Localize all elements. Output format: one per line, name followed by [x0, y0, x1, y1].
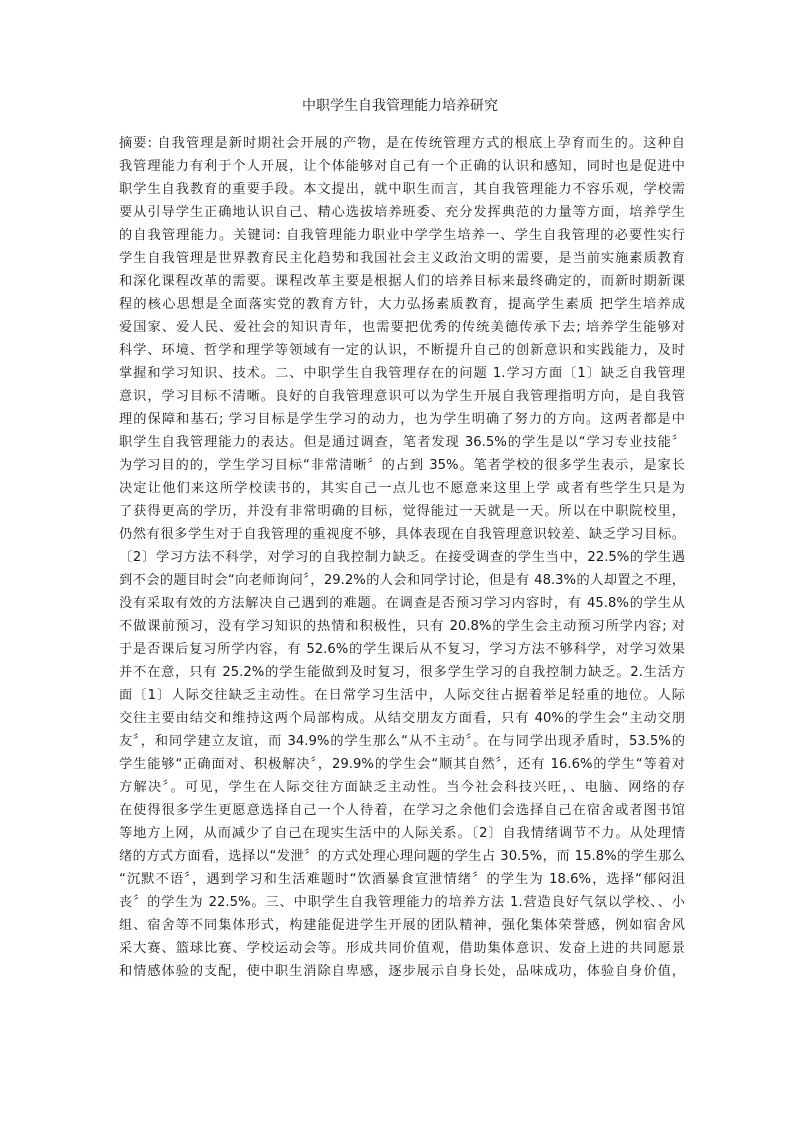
body-line: 丧〞的学生为 22.5%。三、中职学生自我管理能力的培养方法 1.营造良好气氛以学校、、小	[119, 895, 685, 910]
body-line: 没有采取有效的方法解决自己遇到的难题。在调查是否预习学习内容时，有 45.8%的学生从	[119, 596, 685, 611]
document-body	[119, 132, 685, 983]
body-line: 意识，学习目标不清晰。良好的自我管理意识可以为学生开展自我管理指明方向，是自我管	[119, 389, 685, 404]
body-line: 为学习目的的，学生学习目标“非常清晰〞的占到 35%。笔者学校的很多学生表示，是家长	[119, 458, 685, 473]
body-line: 摘要: 自我管理是新时期社会开展的产物，是在传统管理方式的根底上孕育而生的。这种自	[119, 136, 685, 151]
body-line: 要从引导学生正确地认识自己、精心选拔培养班委、充分发挥典范的力量等方面，培养学生	[119, 205, 685, 220]
body-line: 学生自我管理是世界教育民主化趋势和我国社会主义政治文明的需要，是当前实施素质教育	[119, 251, 685, 266]
body-line: 理的保障和基石; 学习目标是学生学习的动力，也为学生明确了努力的方向。这两者都是中	[119, 412, 685, 427]
body-line: 决定让他们来这所学校读书的，其实自己一点儿也不愿意来这里上学 或者有些学生只是为	[119, 481, 685, 496]
body-line: 我管理能力有利于个人开展，让个体能够对自己有一个正确的认识和感知，同时也是促进中	[119, 159, 685, 174]
body-line: 职学生自我教育的重要手段。本文提出，就中职生而言，其自我管理能力不容乐观，学校需	[119, 182, 685, 197]
body-line: 到不会的题目时会“向老师询问〞，29.2%的人会和同学讨论，但是有 48.3%的人却置之不理，	[119, 573, 685, 588]
body-line: 〔2〕学习方法不科学，对学习的自我控制力缺乏。在接受调查的学生当中，22.5%的学生遇	[119, 550, 685, 565]
body-line: 面〔1〕人际交往缺乏主动性。在日常学习生活中，人际交往占据着举足轻重的地位。人际	[119, 688, 685, 703]
body-line: 学生能够“正确面对、积极解决〞，29.9%的学生会“顺其自然〞，还有 16.6%的学生“等着对	[119, 757, 685, 772]
body-line: 并不在意，只有 25.2%的学生能做到及时复习，很多学生学习的自我控制力缺乏。2.生活方	[119, 665, 685, 680]
body-line: 爱国家、爱人民、爱社会的知识青年，也需要把优秀的传统美德传承下去; 培养学生能够对	[119, 320, 685, 335]
body-line: 仍然有很多学生对于自我管理的重视度不够，具体表现在自我管理意识较差、缺乏学习目标。	[119, 527, 685, 542]
body-line: “沉默不语〞，遇到学习和生活难题时“饮酒暴食宣泄情绪〞的学生为 18.6%，选择“郁闷沮	[119, 872, 685, 887]
body-line: 的自我管理能力。关键词: 自我管理能力职业中学学生培养一、学生自我管理的必要性实行	[119, 228, 685, 243]
body-line: 等地方上网，从而减少了自己在现实生活中的人际关系。〔2〕自我情绪调节不力。从处理情	[119, 826, 685, 841]
document-title: 中职学生自我管理能力培养研究	[302, 98, 498, 114]
body-line: 绪的方式方面看，选择以“发泄〞的方式处理心理问题的学生占 30.5%，而 15.8%的学生那么	[119, 849, 685, 864]
body-line: 和情感体验的支配，使中职生消除自卑感，逐步展示自身长处，品味成功，体验自身价值，	[119, 964, 685, 979]
body-line: 掌握和学习知识、技术。二、中职学生自我管理存在的问题 1.学习方面〔1〕缺乏自我管理	[119, 366, 685, 381]
body-line: 和深化课程改革的需要。课程改革主要是根据人们的培养目标来最终确定的，而新时期新课	[119, 274, 685, 289]
body-line: 科学、环境、哲学和理学等领域有一定的认识，不断提升自己的创新意识和实践能力，及时	[119, 343, 685, 358]
body-line: 职学生自我管理能力的表达。但是通过调查，笔者发现 36.5%的学生是以“学习专业技能〞	[119, 435, 685, 450]
body-line: 了获得更高的学历，并没有非常明确的目标，觉得能过一天就是一天。所以在中职院校里，	[119, 504, 685, 519]
body-line: 于是否课后复习所学内容，有 52.6%的学生课后从不复习，学习方法不够科学，对学习效果	[119, 642, 685, 657]
body-line: 在使得很多学生更愿意选择自己一个人待着，在学习之余他们会选择自己在宿舍或者图书馆	[119, 803, 685, 818]
body-line: 组、宿舍等不同集体形式，构建能促进学生开展的团队精神，强化集体荣誉感，例如宿舍风	[119, 918, 685, 933]
body-line: 方解决〞。可见，学生在人际交往方面缺乏主动性。当今社会科技兴旺，、电脑、网络的存	[119, 780, 685, 795]
body-line: 友〞，和同学建立友谊，而 34.9%的学生那么“从不主动〞。在与同学出现矛盾时，53.5%的	[119, 734, 685, 749]
body-line: 不做课前预习，没有学习知识的热情和积极性，只有 20.8%的学生会主动预习所学内容; 对	[119, 619, 685, 634]
body-line: 交往主要由结交和维持这两个局部构成。从结交朋友方面看，只有 40%的学生会“主动交朋	[119, 711, 685, 726]
body-line: 程的核心思想是全面落实党的教育方针，大力弘扬素质教育，提高学生素质 把学生培养成	[119, 297, 685, 312]
body-line: 采大赛、篮球比赛、学校运动会等。形成共同价值观，借助集体意识、发奋上进的共同愿景	[119, 941, 685, 956]
